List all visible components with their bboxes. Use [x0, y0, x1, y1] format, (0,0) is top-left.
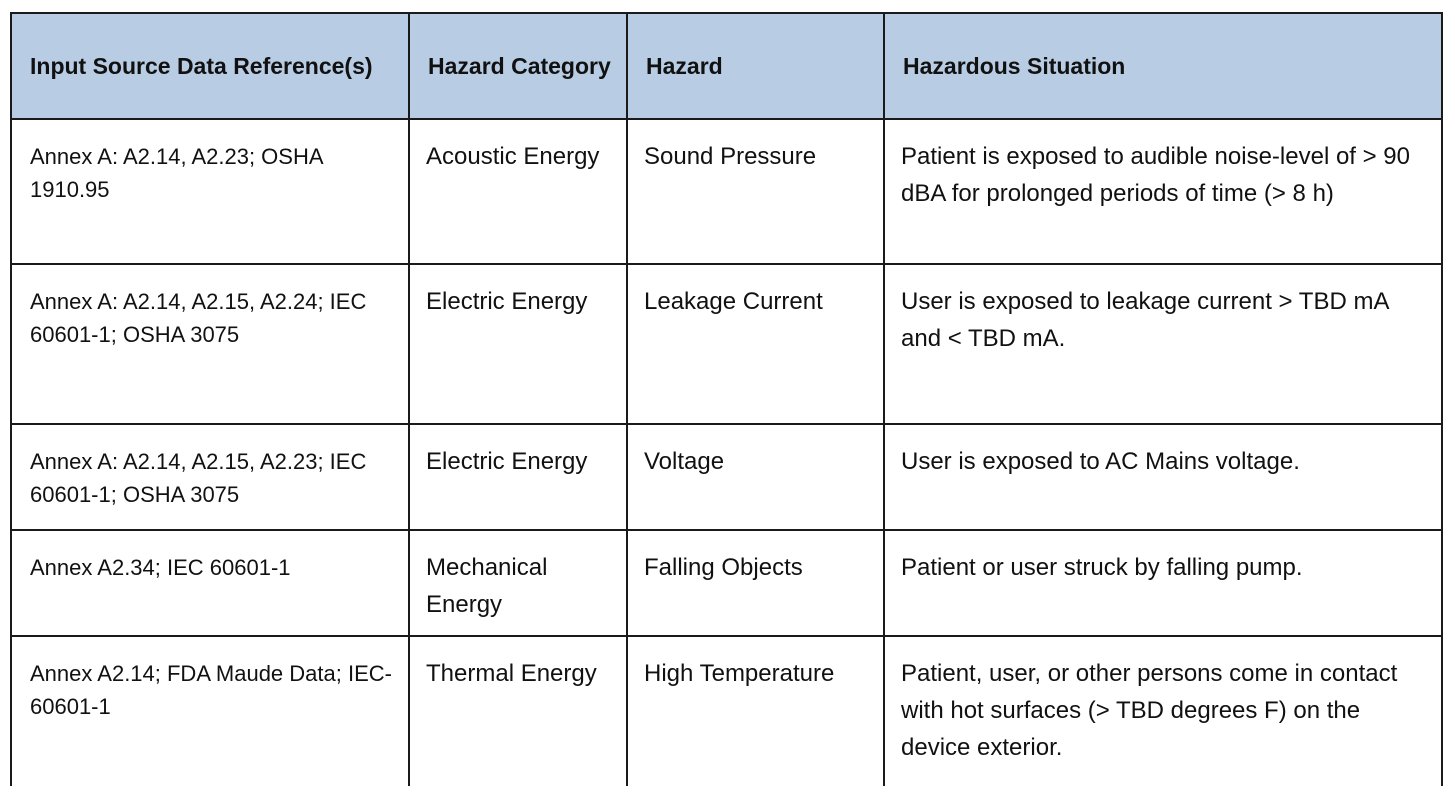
table-row	[11, 424, 1442, 530]
table-row	[11, 636, 1442, 786]
cell-hazard-category: Electric Energy	[409, 424, 627, 530]
header-input-source: Input Source Data Reference(s)	[11, 13, 409, 119]
cell-input-source: Annex A: A2.14, A2.15, A2.24; IEC 60601-1; OSHA 3075	[11, 264, 409, 424]
cell-hazard: High Temperature	[627, 636, 884, 786]
cell-hazard-category: Mechanical Energy	[409, 530, 627, 636]
header-row	[11, 13, 1442, 119]
cell-input-source: Annex A2.34; IEC 60601-1	[11, 530, 409, 636]
cell-hazardous-situation: Patient is exposed to audible noise-level of > 90 dBA for prolonged periods of time (> 8 h)	[884, 119, 1442, 264]
cell-hazardous-situation: User is exposed to AC Mains voltage.	[884, 424, 1442, 530]
header-hazard: Hazard	[627, 13, 884, 119]
table-row	[11, 264, 1442, 424]
table-header	[11, 13, 1442, 119]
header-hazardous-situation: Hazardous Situation	[884, 13, 1442, 119]
cell-hazard-category: Electric Energy	[409, 264, 627, 424]
cell-hazardous-situation: Patient or user struck by falling pump.	[884, 530, 1442, 636]
table-row	[11, 530, 1442, 636]
table-row	[11, 119, 1442, 264]
cell-hazard: Leakage Current	[627, 264, 884, 424]
cell-input-source: Annex A2.14; FDA Maude Data; IEC-60601-1	[11, 636, 409, 786]
cell-hazard: Voltage	[627, 424, 884, 530]
cell-hazardous-situation: Patient, user, or other persons come in contact with hot surfaces (> TBD degrees F) on the device exterior.	[884, 636, 1442, 786]
cell-hazard-category: Thermal Energy	[409, 636, 627, 786]
cell-hazard: Sound Pressure	[627, 119, 884, 264]
table-body	[11, 119, 1442, 786]
hazard-table	[10, 12, 1443, 786]
cell-hazardous-situation: User is exposed to leakage current > TBD mA and < TBD mA.	[884, 264, 1442, 424]
cell-hazard-category: Acoustic Energy	[409, 119, 627, 264]
cell-input-source: Annex A: A2.14, A2.23; OSHA 1910.95	[11, 119, 409, 264]
cell-input-source: Annex A: A2.14, A2.15, A2.23; IEC 60601-1; OSHA 3075	[11, 424, 409, 530]
cell-hazard: Falling Objects	[627, 530, 884, 636]
header-hazard-category: Hazard Category	[409, 13, 627, 119]
